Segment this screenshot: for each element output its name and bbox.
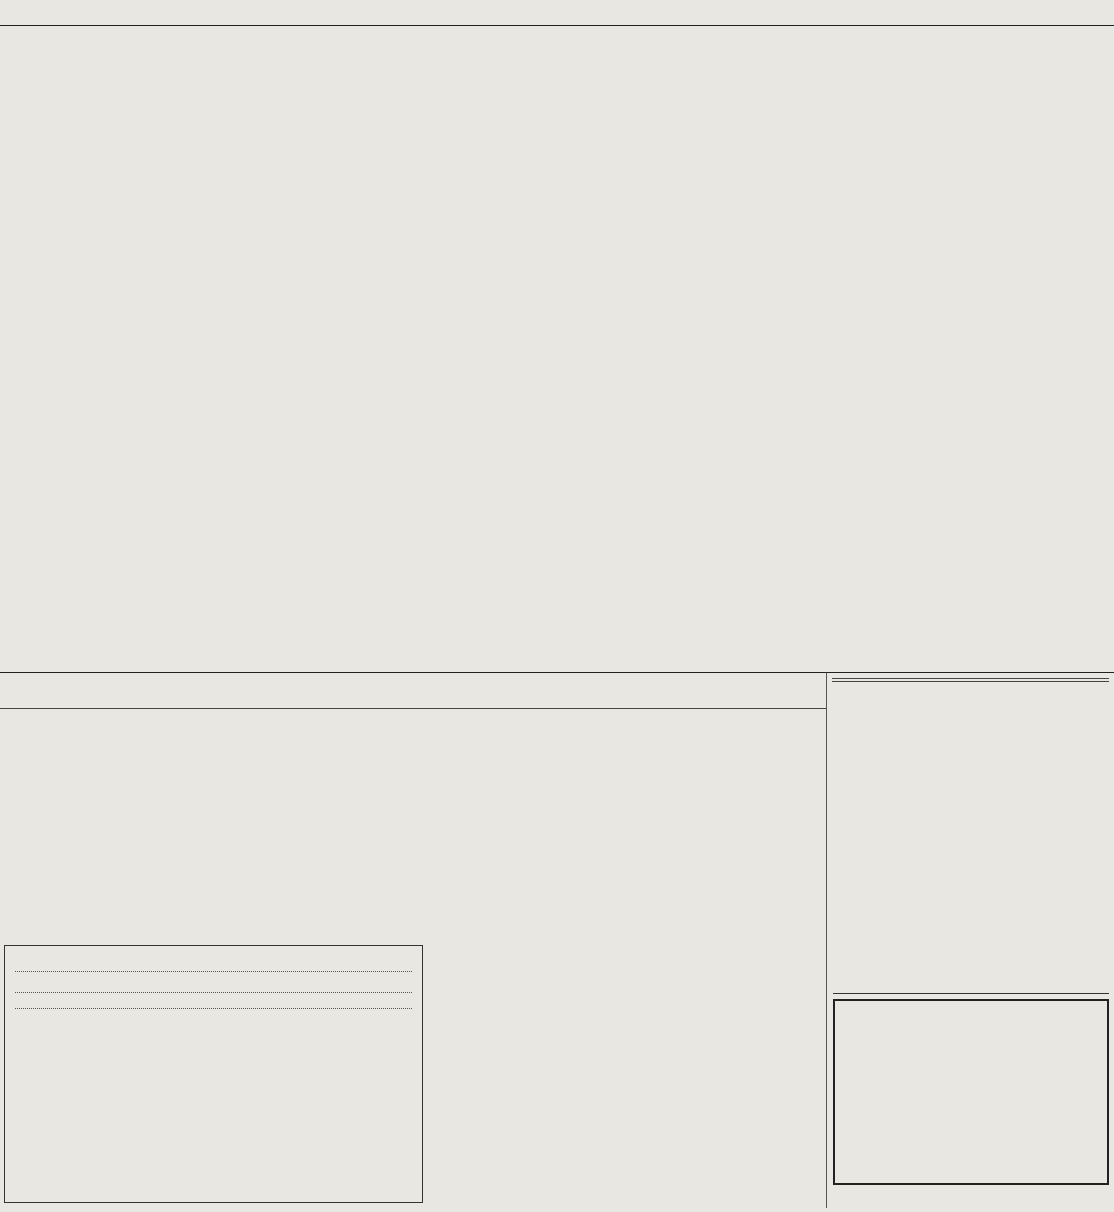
right-lower-panel xyxy=(826,672,1114,1208)
sun-agencies-list xyxy=(827,673,1114,973)
insurance-lower xyxy=(0,941,826,1207)
want-advts-box xyxy=(833,999,1109,1185)
signature-field[interactable] xyxy=(15,981,412,993)
agencies-heading xyxy=(832,678,1109,682)
witness-field[interactable] xyxy=(15,997,412,1009)
insurance-section xyxy=(0,672,826,1208)
classified-columns xyxy=(0,28,1114,670)
advertise-line xyxy=(833,989,1109,994)
name-field[interactable] xyxy=(15,960,412,972)
insurance-lower-columns xyxy=(427,941,826,1207)
insurance-title xyxy=(0,673,826,709)
insurance-body xyxy=(0,709,826,941)
masthead xyxy=(0,0,1114,26)
order-form xyxy=(4,945,423,1203)
want-advts-ad xyxy=(827,985,1114,1207)
